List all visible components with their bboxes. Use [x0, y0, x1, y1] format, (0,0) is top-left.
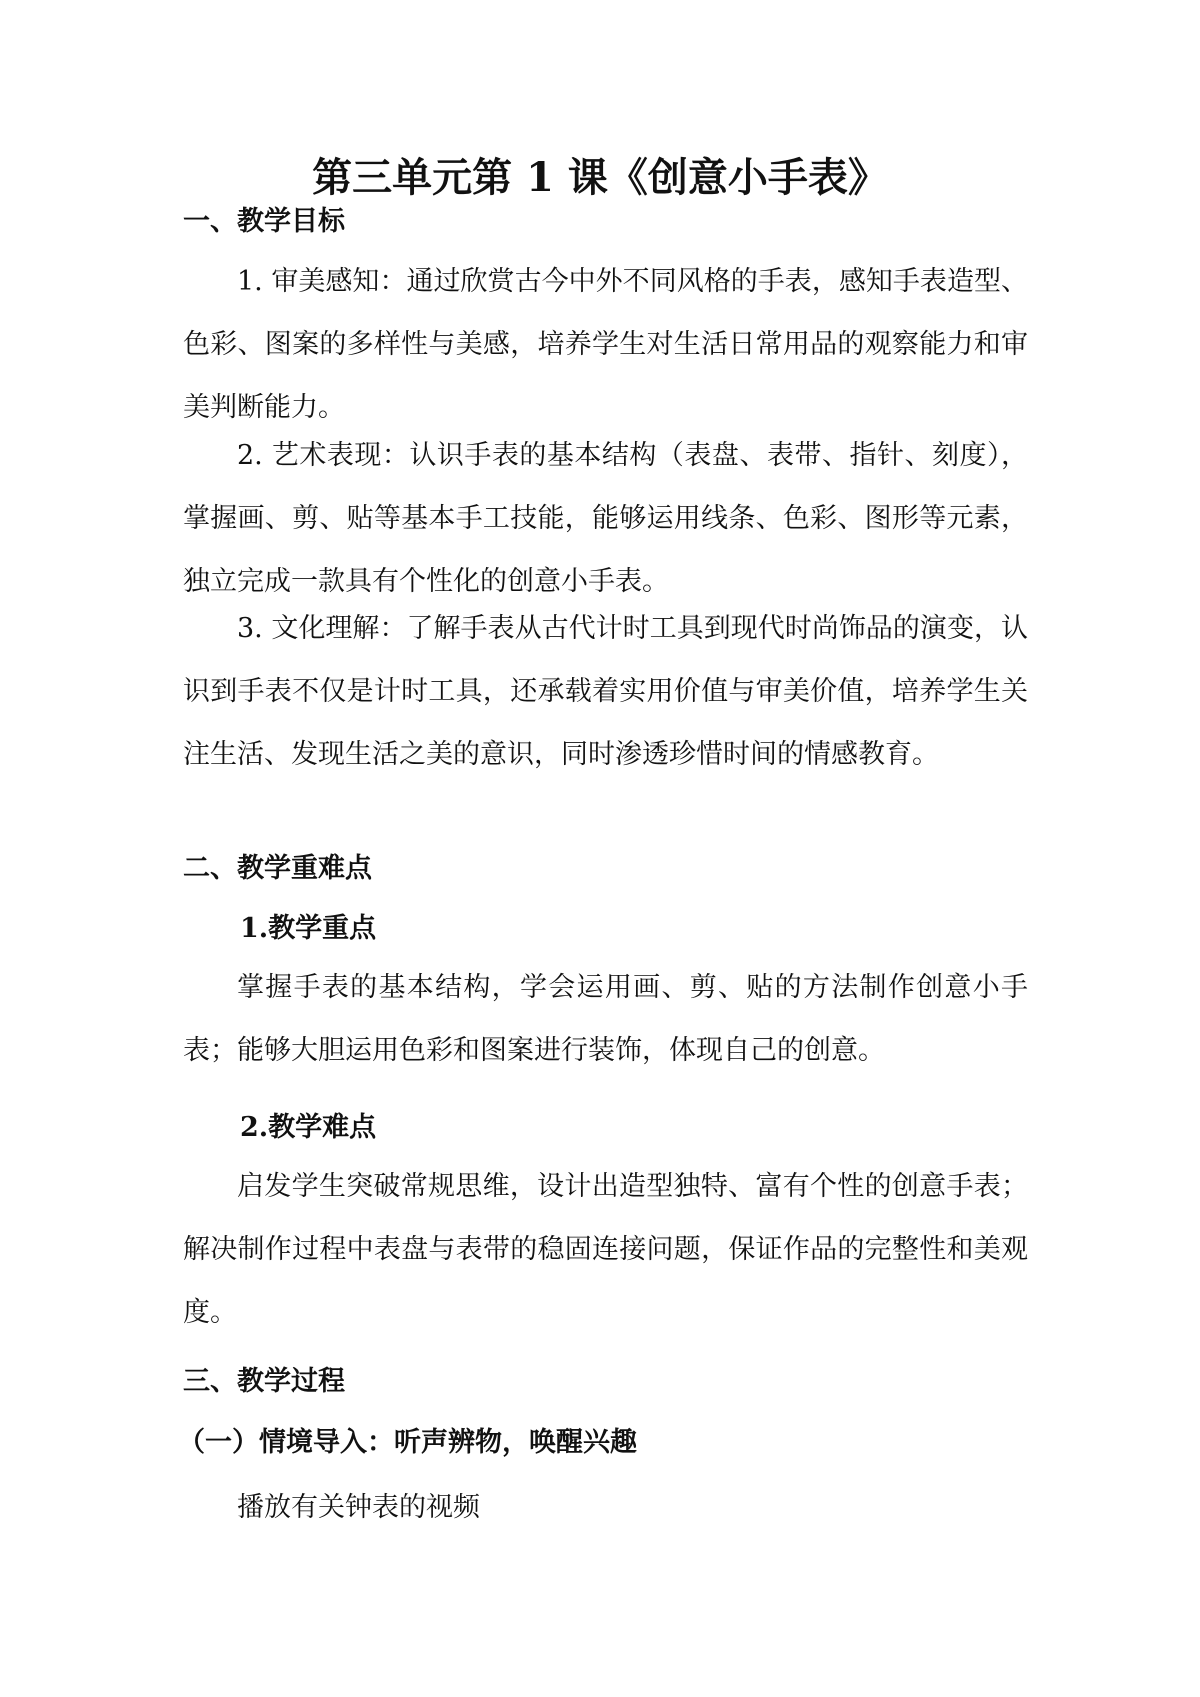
subheading-step-1: （一）情境导入：听声辨物，唤醒兴趣: [178, 1427, 637, 1458]
objective-item-3: 3. 文化理解：了解手表从古代计时工具到现代时尚饰品的演变，认识到手表不仅是计时工具，还承载着实用价值与审美价值，培养学生关注生活、发现生活之美的意识，同时渗透珍惜时间的情感教育。: [183, 613, 1028, 770]
teaching-difficulty-text: 启发学生突破常规思维，设计出造型独特、富有个性的创意手表；解决制作过程中表盘与表带的稳固连接问题，保证作品的完整性和美观度。: [183, 1171, 1028, 1328]
subheading-teaching-focus: 1.教学重点: [240, 913, 377, 944]
objective-item-2: 2. 艺术表现：认识手表的基本结构（表盘、表带、指针、刻度），掌握画、剪、贴等基本手工技能，能够运用线条、色彩、图形等元素，独立完成一款具有个性化的创意小手表。: [183, 440, 1028, 597]
section-heading-process: 三、教学过程: [183, 1366, 345, 1397]
subheading-teaching-difficulty: 2.教学难点: [240, 1112, 377, 1143]
step-1-text: 播放有关钟表的视频: [237, 1492, 480, 1523]
document-title: 第三单元第 1 课《创意小手表》: [312, 154, 888, 201]
section-heading-objectives: 一、教学目标: [183, 206, 345, 237]
section-heading-key-points: 二、教学重难点: [183, 853, 372, 884]
teaching-focus-text: 掌握手表的基本结构，学会运用画、剪、贴的方法制作创意小手表；能够大胆运用色彩和图案进行装饰，体现自己的创意。: [183, 972, 1028, 1066]
objective-item-1: 1. 审美感知：通过欣赏古今中外不同风格的手表，感知手表造型、色彩、图案的多样性与美感，培养学生对生活日常用品的观察能力和审美判断能力。: [183, 266, 1028, 423]
